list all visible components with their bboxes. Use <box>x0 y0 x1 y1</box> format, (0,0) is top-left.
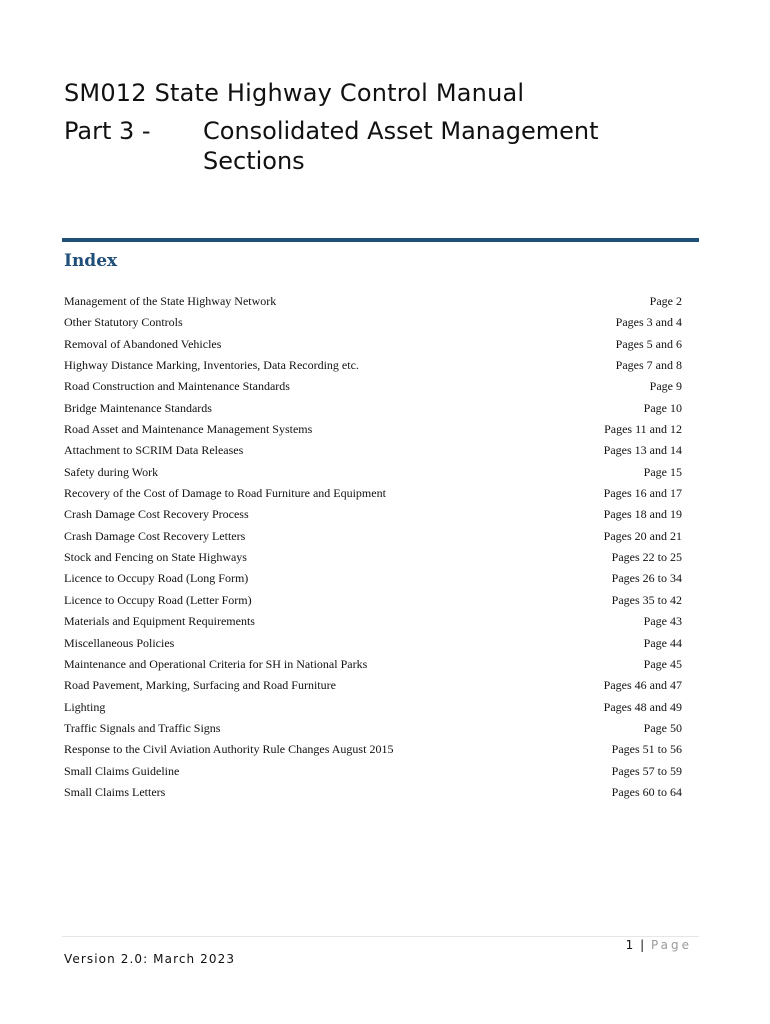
index-row <box>64 548 682 569</box>
heading-divider <box>62 238 699 242</box>
index-entry-title: Small Claims Letters <box>64 784 166 799</box>
index-entry-pages: Page 50 <box>643 720 682 735</box>
index-row <box>64 655 682 676</box>
index-entry-pages: Pages 60 to 64 <box>611 784 682 799</box>
index-entry-pages: Pages 46 and 47 <box>603 678 682 693</box>
index-entry-title: Other Statutory Controls <box>64 315 183 330</box>
index-entry-title: Attachment to SCRIM Data Releases <box>64 443 244 458</box>
index-entry-pages: Pages 26 to 34 <box>611 571 682 586</box>
index-entry-pages: Page 45 <box>643 656 682 671</box>
title-block <box>64 76 724 176</box>
index-entry-pages: Pages 16 and 17 <box>603 486 682 501</box>
index-row <box>64 313 682 334</box>
page-word: Page <box>650 938 692 952</box>
index-row <box>64 463 682 484</box>
index-heading: Index <box>64 251 118 271</box>
index-row <box>64 740 682 761</box>
index-entry-pages: Pages 48 and 49 <box>603 699 682 714</box>
index-entry-title: Materials and Equipment Requirements <box>64 614 255 629</box>
index-entry-title: Road Pavement, Marking, Surfacing and Road Furniture <box>64 678 336 693</box>
index-entry-title: Traffic Signals and Traffic Signs <box>64 720 221 735</box>
index-entry-title: Miscellaneous Policies <box>64 635 175 650</box>
index-entry-pages: Pages 11 and 12 <box>604 422 682 437</box>
index-row <box>64 377 682 398</box>
footer-divider <box>62 936 699 937</box>
index-entry-pages: Pages 20 and 21 <box>603 528 682 543</box>
index-row <box>64 335 682 356</box>
index-row <box>64 612 682 633</box>
index-entry-pages: Pages 7 and 8 <box>615 358 682 373</box>
index-entry-pages: Pages 5 and 6 <box>615 336 682 351</box>
index-entry-title: Stock and Fencing on State Highways <box>64 550 247 565</box>
index-entry-title: Lighting <box>64 699 106 714</box>
index-entry-title: Crash Damage Cost Recovery Process <box>64 507 249 522</box>
index-entry-title: Highway Distance Marking, Inventories, Data Recording etc. <box>64 358 359 373</box>
index-row <box>64 441 682 462</box>
part-title <box>203 116 724 176</box>
index-entry-title: Road Asset and Maintenance Management Systems <box>64 422 313 437</box>
index-row <box>64 399 682 420</box>
index-entry-title: Safety during Work <box>64 464 159 479</box>
page-number-separator: | <box>640 938 646 952</box>
index-row <box>64 569 682 590</box>
part-title-line-1: Consolidated Asset Management <box>203 117 599 145</box>
index-row <box>64 676 682 697</box>
index-entry-title: Maintenance and Operational Criteria for SH in National Parks <box>64 656 368 671</box>
index-entry-title: Bridge Maintenance Standards <box>64 400 212 415</box>
index-entry-title: Recovery of the Cost of Damage to Road Furniture and Equipment <box>64 486 386 501</box>
index-row <box>64 719 682 740</box>
document-title: SM012 State Highway Control Manual <box>64 79 525 107</box>
index-entry-title: Management of the State Highway Network <box>64 294 277 308</box>
index-entry-pages: Pages 22 to 25 <box>611 550 682 565</box>
index-entry-title: Small Claims Guideline <box>64 763 180 778</box>
index-entry-pages: Pages 13 and 14 <box>603 443 682 458</box>
part-title-line-2: Sections <box>203 147 305 175</box>
index-entry-pages: Page 9 <box>649 379 682 394</box>
index-entry-pages: Page 15 <box>643 464 682 479</box>
index-row <box>64 591 682 612</box>
index-entry-pages: Pages 3 and 4 <box>615 315 682 330</box>
index-entry-title: Licence to Occupy Road (Letter Form) <box>64 592 252 607</box>
part-label: Part 3 - <box>64 117 151 145</box>
index-entry-pages: Pages 35 to 42 <box>611 592 682 607</box>
version-label: Version 2.0: March 2023 <box>64 952 236 966</box>
index-entry-pages: Page 10 <box>643 400 682 415</box>
index-row <box>64 698 682 719</box>
index-entry-pages: Page 2 <box>649 294 682 308</box>
part-heading <box>64 116 724 176</box>
index-row <box>64 484 682 505</box>
index-entry-pages: Pages 51 to 56 <box>611 742 682 757</box>
index-row <box>64 783 682 804</box>
page-number-value: 1 <box>625 938 635 952</box>
index-entry-title: Response to the Civil Aviation Authority Rule Changes August 2015 <box>64 742 394 757</box>
index-entry-title: Licence to Occupy Road (Long Form) <box>64 571 249 586</box>
index-entry-pages: Pages 57 to 59 <box>611 763 682 778</box>
index-row <box>64 356 682 377</box>
page-number <box>626 938 692 952</box>
index-row <box>64 527 682 548</box>
index-row <box>64 420 682 441</box>
index-entry-pages: Page 44 <box>643 635 682 650</box>
index-entry-title: Road Construction and Maintenance Standards <box>64 379 290 394</box>
index-entry-title: Removal of Abandoned Vehicles <box>64 336 222 351</box>
index-entry-pages: Pages 18 and 19 <box>603 507 682 522</box>
index-entry-title: Crash Damage Cost Recovery Letters <box>64 528 246 543</box>
index-entry-pages: Page 43 <box>643 614 682 629</box>
index-row <box>64 292 682 313</box>
index-row <box>64 505 682 526</box>
index-list <box>64 292 682 804</box>
index-row <box>64 762 682 783</box>
index-row <box>64 634 682 655</box>
